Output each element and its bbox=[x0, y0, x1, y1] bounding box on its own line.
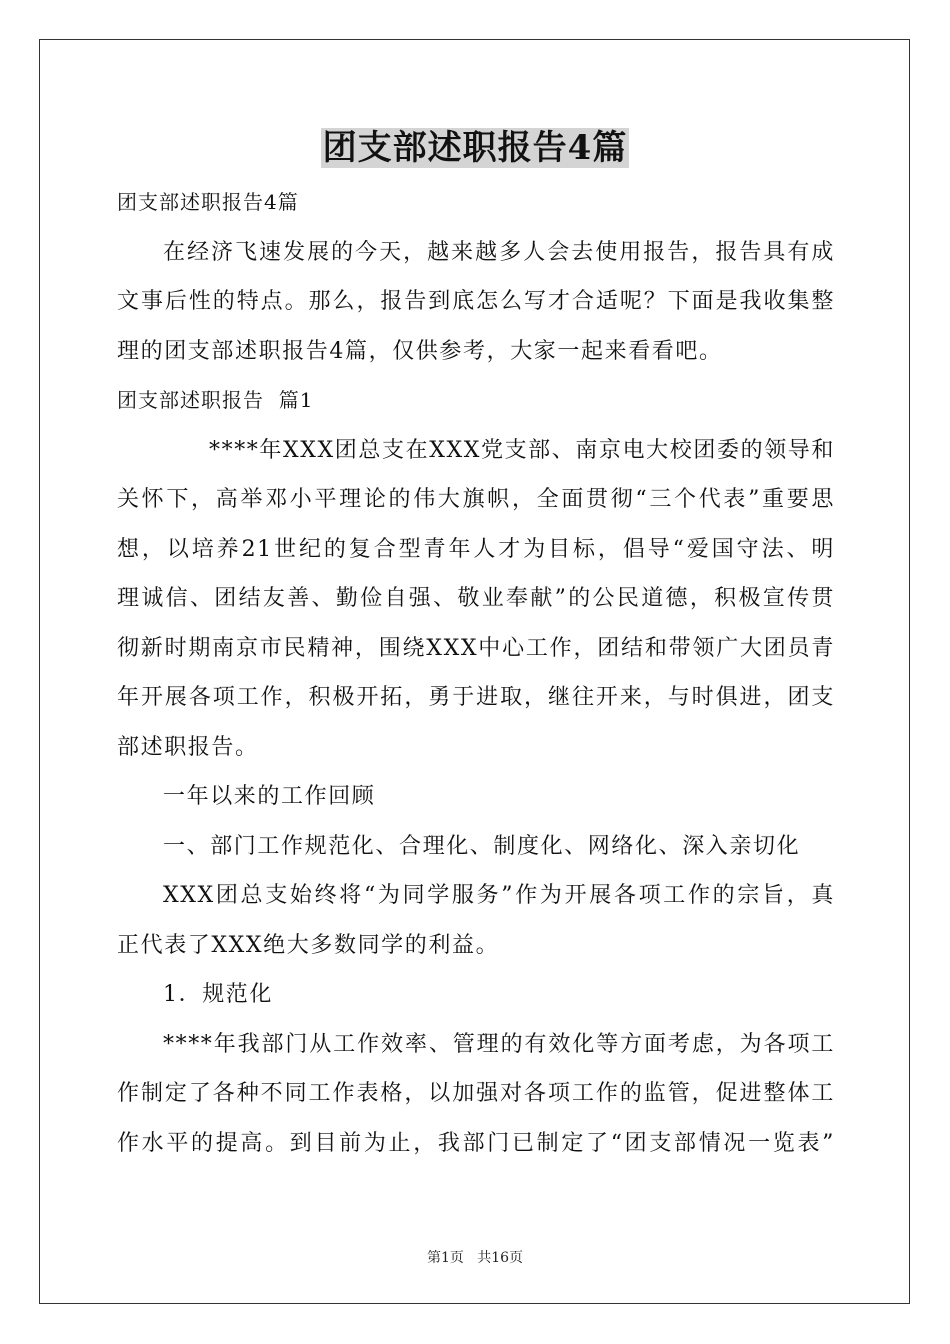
page-footer: 第1页 共16页 bbox=[426, 1250, 524, 1266]
intro-line-2: 文事后性的特点。那么，报告到底怎么写才合适呢？下面是我收集整 bbox=[117, 289, 835, 314]
para1-line-1: ****年XXX团总支在XXX党支部、南京电大校团委的领导和 bbox=[209, 437, 835, 463]
intro-line-3: 理的团支部述职报告4篇，仅供参考，大家一起来看看吧。 bbox=[117, 338, 723, 364]
document-body bbox=[117, 178, 835, 1168]
review-heading: 一年以来的工作回顾 bbox=[163, 784, 376, 809]
intro-line-1: 在经济飞速发展的今天，越来越多人会去使用报告，报告具有成 bbox=[163, 239, 835, 265]
para1-line-4: 理诚信、团结友善、勤俭自强、敬业奉献”的公民道德，积极宣传贯 bbox=[117, 586, 835, 611]
section-heading: 团支部述职报告 篇1 bbox=[117, 388, 314, 412]
para3-line-3: 作水平的提高。到目前为止，我部门已制定了“团支部情况一览表” bbox=[117, 1130, 835, 1156]
para3-line-1: ****年我部门从工作效率、管理的有效化等方面考虑，为各项工 bbox=[163, 1031, 835, 1057]
part1-heading: 一、部门工作规范化、合理化、制度化、网络化、深入亲切化 bbox=[163, 833, 801, 859]
para1-line-6: 年开展各项工作，积极开拓，勇于进取，继往开来，与时俱进，团支 bbox=[117, 685, 835, 710]
item1-heading: 1．规范化 bbox=[163, 982, 273, 1007]
subtitle-line: 团支部述职报告4篇 bbox=[117, 190, 299, 214]
para2-line-1: XXX团总支始终将“为同学服务”作为开展各项工作的宗旨，真 bbox=[163, 883, 835, 908]
para3-line-2: 作制定了各种不同工作表格，以加强对各项工作的监管，促进整体工 bbox=[117, 1081, 835, 1106]
para1-line-7: 部述职报告。 bbox=[117, 734, 259, 760]
document-title bbox=[0, 126, 950, 170]
para2-line-2: 正代表了XXX绝大多数同学的利益。 bbox=[117, 932, 500, 958]
para1-line-5: 彻新时期南京市民精神，围绕XXX中心工作，团结和带领广大团员青 bbox=[117, 635, 835, 661]
document-title-text: 团支部述职报告4篇 bbox=[322, 128, 628, 168]
para1-line-3: 想，以培养21世纪的复合型青年人才为目标，倡导“爱国守法、明 bbox=[117, 536, 835, 562]
para1-line-2: 关怀下，高举邓小平理论的伟大旗帜，全面贯彻“三个代表”重要思 bbox=[117, 487, 835, 512]
